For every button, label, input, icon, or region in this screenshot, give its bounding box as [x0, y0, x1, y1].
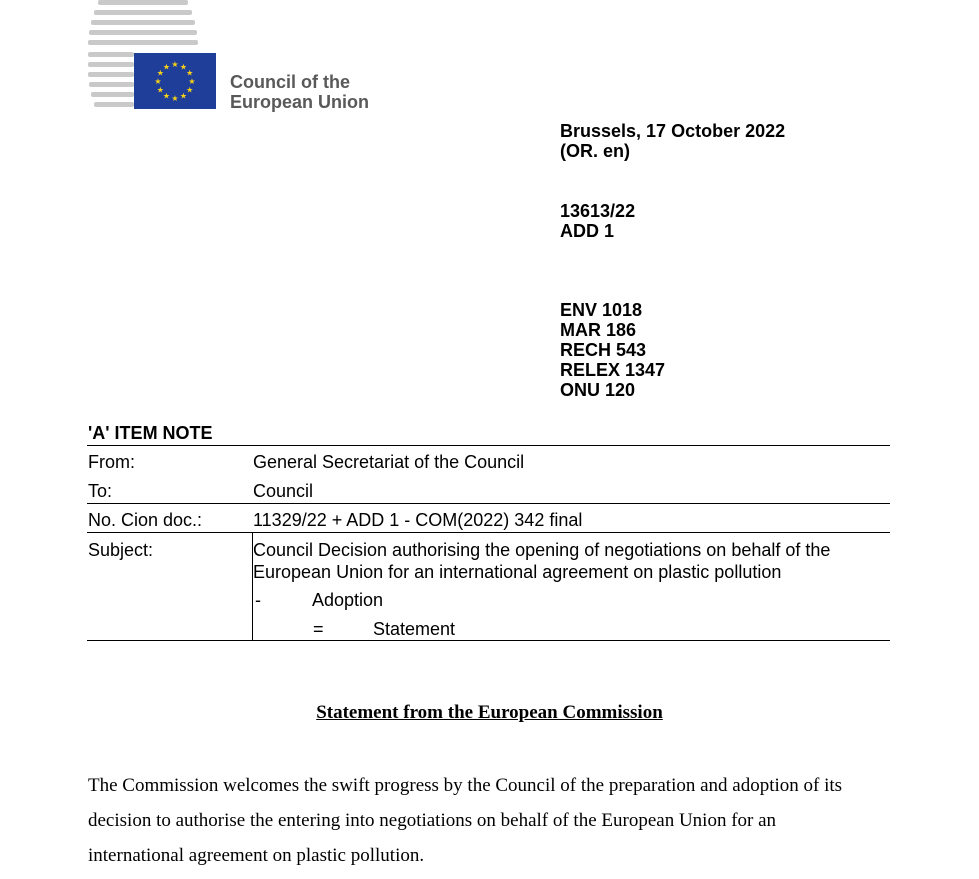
table-rule	[87, 445, 890, 446]
statement-title: Statement from the European Commission	[316, 702, 663, 723]
code-item: RELEX 1347	[560, 360, 666, 380]
star-icon: ★	[186, 68, 194, 78]
org-name	[230, 72, 369, 112]
doc-number-block	[560, 201, 635, 241]
original-language: (OR. en)	[560, 141, 630, 161]
code-item: ONU 120	[560, 380, 636, 400]
statement-line: decision to authorise the entering into negotiations on behalf of the European Union for an	[88, 810, 777, 831]
date-block	[560, 121, 785, 161]
code-item: ENV 1018	[560, 300, 643, 320]
place-date: Brussels, 17 October 2022	[560, 121, 786, 141]
subject-label: Subject:	[88, 540, 154, 560]
to-label: To:	[88, 481, 113, 501]
cion-value: 11329/22 + ADD 1 - COM(2022) 342 final	[253, 510, 583, 530]
statement-body	[88, 768, 888, 873]
table-rule	[87, 503, 890, 504]
star-icon: ★	[162, 91, 171, 101]
item2-marker: =	[313, 619, 324, 639]
note-title: 'A' ITEM NOTE	[88, 423, 213, 443]
subject-line2: European Union for an international agreement on plastic pollution	[253, 562, 782, 582]
cion-label: No. Cion doc.:	[88, 510, 203, 530]
code-item: RECH 543	[560, 340, 647, 360]
star-icon: ★	[156, 68, 164, 78]
star-icon: ★	[188, 77, 196, 86]
doc-number: 13613/22	[560, 201, 636, 221]
star-icon: ★	[179, 62, 188, 72]
item1-text: Adoption	[312, 590, 384, 610]
addendum: ADD 1	[560, 221, 615, 241]
statement-line: The Commission welcomes the swift progress by the Council of the preparation and adoption of its	[88, 775, 843, 796]
org-name-line2: European Union	[230, 92, 369, 112]
to-value: Council	[253, 481, 314, 501]
star-icon: ★	[179, 91, 188, 101]
from-label: From:	[88, 452, 135, 472]
from-value: General Secretariat of the Council	[253, 452, 525, 472]
org-name-line1: Council of the	[230, 72, 350, 92]
item2-text: Statement	[373, 619, 456, 639]
table-rule	[87, 532, 890, 533]
star-icon: ★	[162, 62, 171, 72]
code-item: MAR 186	[560, 320, 637, 340]
star-icon: ★	[156, 85, 164, 95]
star-icon: ★	[171, 60, 179, 69]
star-icon: ★	[154, 77, 162, 86]
star-icon: ★	[186, 85, 194, 95]
codes-block	[560, 300, 665, 400]
star-icon: ★	[171, 94, 179, 103]
subject-line1: Council Decision authorising the opening of negotiations on behalf of the	[253, 540, 831, 560]
statement-line: international agreement on plastic pollution.	[88, 845, 425, 866]
item1-marker: -	[255, 590, 261, 610]
table-rule	[87, 640, 890, 641]
